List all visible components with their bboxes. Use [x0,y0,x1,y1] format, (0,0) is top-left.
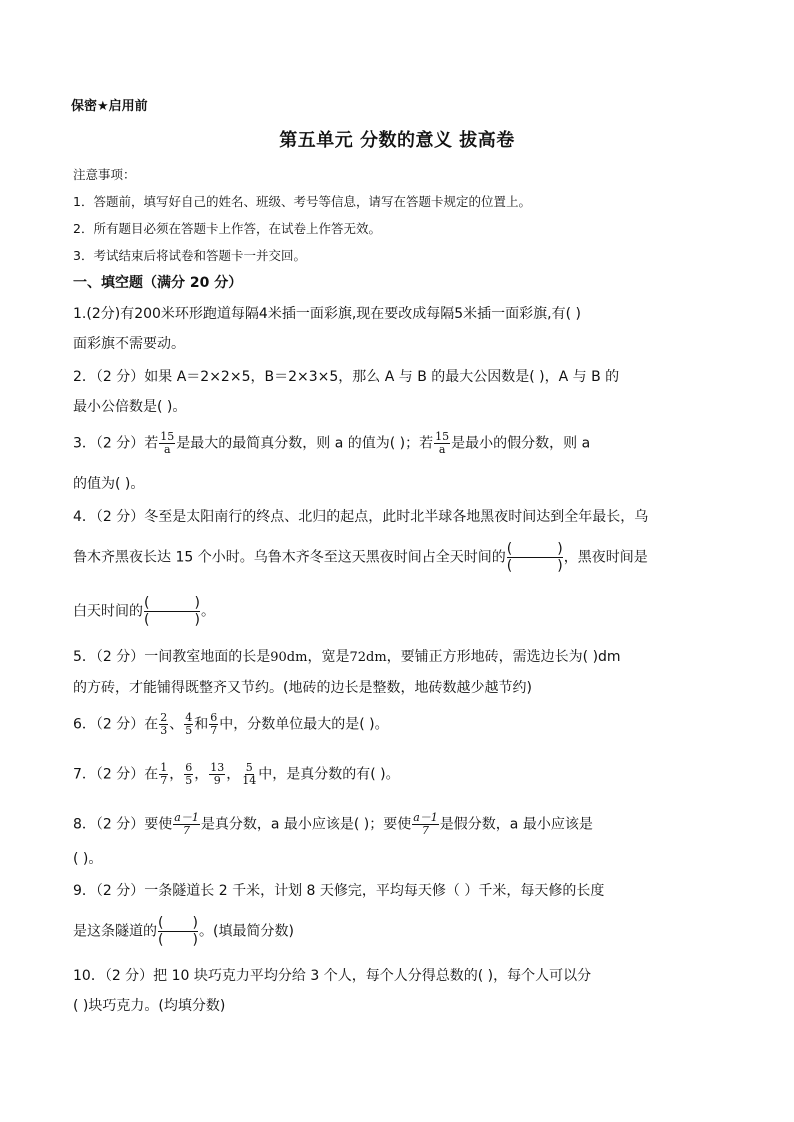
fraction-a-minus-1-over-7: $\frac{a-1}{7}$ [413,811,438,837]
question-4-line1: 4．（2 分）冬至是太阳南行的终点、北归的起点，此时北半球各地黑夜时间达到全年最长，乌 [73,509,649,525]
question-9-line2: 是这条隧道的 ( ) ( ) 。(填最简分数) [73,915,294,948]
blank-fraction: ( ) ( ) [506,541,563,574]
fraction: $\frac{5}{14}$ [242,761,257,787]
fraction: $\frac{6}{5}$ [185,761,193,787]
page-title: 第五单元 分数的意义 拔高卷 [279,130,515,151]
question-10-line1: 10．（2 分）把 10 块巧克力平均分给 3 个人，每个人分得总数的( )，每个人可以分 [73,968,592,984]
question-5-line1: 5．（2 分）一间教室地面的长是90dm，宽是72dm，要铺正方形地砖，需选边长为( )dm [73,649,621,665]
blank-fraction: ( ) ( ) [158,915,198,948]
question-1-line1: 1.(2分)有200米环形跑道每隔4米插一面彩旗,现在要改成每隔5米插一面彩旗,有( ) [73,306,581,322]
fraction: $\frac{2}{3}$ [160,711,168,737]
question-7: 7．（2 分）在 $\frac{1}{7}$ ， $\frac{6}{5}$ ， $\frac{13}{9}$ ， $\frac{5}{14}$ 中，是真分数的有( )。 [73,761,400,787]
question-8-line1: 8．（2 分）要使 $\frac{a-1}{7}$ 是真分数，a 最小应该是( )；要使 $\frac{a-1}{7}$ 是假分数，a 最小应该是 [73,811,593,837]
question-2-line2: 最小公倍数是( )。 [73,399,187,415]
fraction: $\frac{6}{7}$ [210,711,218,737]
fraction-15-over-a: $\frac{15}{a}$ [160,430,175,456]
question-3-line2: 的值为( )。 [73,476,145,492]
fraction: $\frac{4}{5}$ [185,711,193,737]
question-3-line1: 3．（2 分）若 $\frac{15}{a}$ 是最大的最简真分数，则 a 的值为( )；若 $\frac{15}{a}$ 是最小的假分数，则 a [73,430,591,456]
notice-item: 2．所有题目必须在答题卡上作答，在试卷上作答无效。 [73,221,381,236]
section-title: 一、填空题（满分 20 分） [73,275,243,291]
question-6: 6．（2 分）在 $\frac{2}{3}$ 、 $\frac{4}{5}$ 和 $\frac{6}{7}$ 中，分数单位最大的是( )。 [73,711,389,737]
question-5-line2: 的方砖，才能铺得既整齐又节约。(地砖的边长是整数，地砖数越少越节约) [73,680,532,696]
question-4-line2: 鲁木齐黑夜长达 15 个小时。乌鲁木齐冬至这天黑夜时间占全天时间的 ( ) ( ) ，黑夜时间是 [73,541,648,574]
fraction-15-over-a: $\frac{15}{a}$ [435,430,450,456]
fraction: $\frac{13}{9}$ [210,761,225,787]
confidential-label: 保密★启用前 [71,99,148,114]
question-1-line2: 面彩旗不需要动。 [73,336,185,352]
question-2-line1: 2．（2 分）如果 A＝2×2×5，B＝2×3×5，那么 A 与 B 的最大公因数是( )，A 与 B 的 [73,369,620,385]
blank-fraction: ( ) ( ) [144,595,200,628]
fraction: $\frac{1}{7}$ [160,761,168,787]
question-4-line3: 白天时间的 ( ) ( ) 。 [73,595,215,628]
notice-item: 1．答题前，填写好自己的姓名、班级、考号等信息，请写在答题卡规定的位置上。 [73,194,531,209]
notice-heading: 注意事项： [73,167,136,182]
notice-item: 3．考试结束后将试卷和答题卡一并交回。 [73,248,306,263]
fraction-a-minus-1-over-7: $\frac{a-1}{7}$ [174,811,199,837]
question-10-line2: ( )块巧克力。(均填分数) [73,998,226,1014]
question-8-line2: ( )。 [73,851,103,867]
question-9-line1: 9．（2 分）一条隧道长 2 千米，计划 8 天修完，平均每天修（ ）千米，每天修的长度 [73,883,605,899]
